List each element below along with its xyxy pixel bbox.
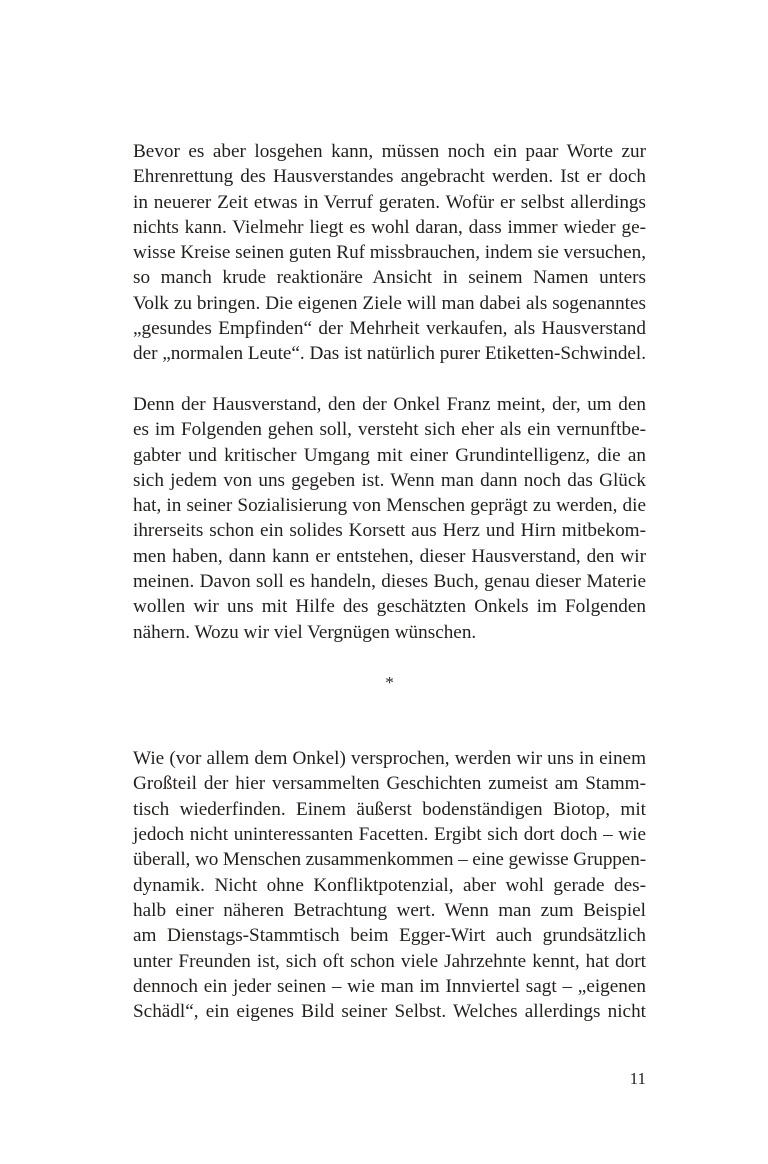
text-line: gabter und kritischer Umgang mit einer Grundintelligenz, die an	[133, 444, 646, 466]
paragraph-1	[133, 139, 646, 367]
text-line: Schädl“, ein eigenes Bild seiner Selbst. Welches allerdings nicht	[133, 1001, 646, 1023]
text-line: meinen. Davon soll es handeln, dieses Buch, genau dieser Materie	[133, 571, 646, 593]
paragraph-2	[133, 392, 646, 645]
text-line: unter Freunden ist, sich oft schon viele Jahrzehnte kennt, hat dort	[133, 950, 646, 972]
text-line: hat, in seiner Sozialisierung von Menschen geprägt zu werden, die	[133, 495, 646, 517]
text-line: der „normalen Leute“. Das ist natürlich purer Etiketten-Schwindel.	[133, 343, 646, 365]
text-line: sich jedem von uns gegeben ist. Wenn man dann noch das Glück	[133, 469, 646, 491]
section-spacer	[133, 721, 646, 746]
text-line: Wie (vor allem dem Onkel) versprochen, werden wir uns in einem	[133, 748, 646, 770]
section-spacer	[133, 696, 646, 721]
text-line: Ehrenrettung des Hausverstandes angebracht werden. Ist er doch	[133, 166, 646, 188]
text-line: ihrerseits schon ein solides Korsett aus Herz und Hirn mitbekom-	[133, 520, 646, 542]
text-line: am Dienstags-Stammtisch beim Egger-Wirt auch grundsätzlich	[133, 925, 646, 947]
text-line: tisch wiederfinden. Einem äußerst bodenständigen Biotop, mit	[133, 798, 646, 820]
text-line: dynamik. Nicht ohne Konfliktpotenzial, aber wohl gerade des-	[133, 874, 646, 896]
text-line: nähern. Wozu wir viel Vergnügen wünschen.	[133, 621, 477, 643]
text-line: in neuerer Zeit etwas in Verruf geraten. Wofür er selbst allerdings	[133, 191, 646, 213]
text-line: jedoch nicht uninteressanten Facetten. Ergibt sich dort doch – wie	[133, 824, 646, 846]
page-number: 11	[629, 1069, 646, 1088]
text-line: so manch krude reaktionäre Ansicht in seinem Namen unters	[133, 267, 646, 289]
text-line: Volk zu bringen. Die eigenen Ziele will man dabei als sogenanntes	[133, 292, 646, 314]
text-line: überall, wo Menschen zusammenkommen – eine gewisse Gruppen-	[133, 849, 646, 871]
text-line: „gesundes Empfinden“ der Mehrheit verkaufen, als Hausverstand	[133, 318, 646, 340]
text-line: halb einer näheren Betrachtung wert. Wenn man zum Beispiel	[133, 899, 646, 921]
paragraph-spacer	[133, 367, 646, 392]
text-line: Großteil der hier versammelten Geschichten zumeist am Stamm-	[133, 773, 646, 795]
text-line: nichts kann. Vielmehr liegt es wohl daran, dass immer wieder ge-	[133, 216, 646, 238]
paragraph-3	[133, 746, 646, 1024]
body-text	[133, 139, 646, 1024]
section-separator: *	[385, 673, 394, 693]
text-line: Bevor es aber losgehen kann, müssen noch ein paar Worte zur	[133, 141, 646, 162]
text-line: men haben, dann kann er entstehen, dieser Hausverstand, den wir	[133, 545, 646, 567]
text-line: wisse Kreise seinen guten Ruf missbrauchen, indem sie versuchen,	[133, 242, 646, 264]
text-line: es im Folgenden gehen soll, versteht sich eher als ein vernunftbe-	[133, 419, 646, 441]
text-line: wollen wir uns mit Hilfe des geschätzten Onkels im Folgenden	[133, 596, 646, 618]
text-line: Denn der Hausverstand, den der Onkel Franz meint, der, um den	[133, 393, 646, 415]
text-line: dennoch ein jeder seinen – wie man im Innviertel sagt – „eigenen	[133, 975, 646, 997]
paragraph-spacer	[133, 645, 646, 670]
